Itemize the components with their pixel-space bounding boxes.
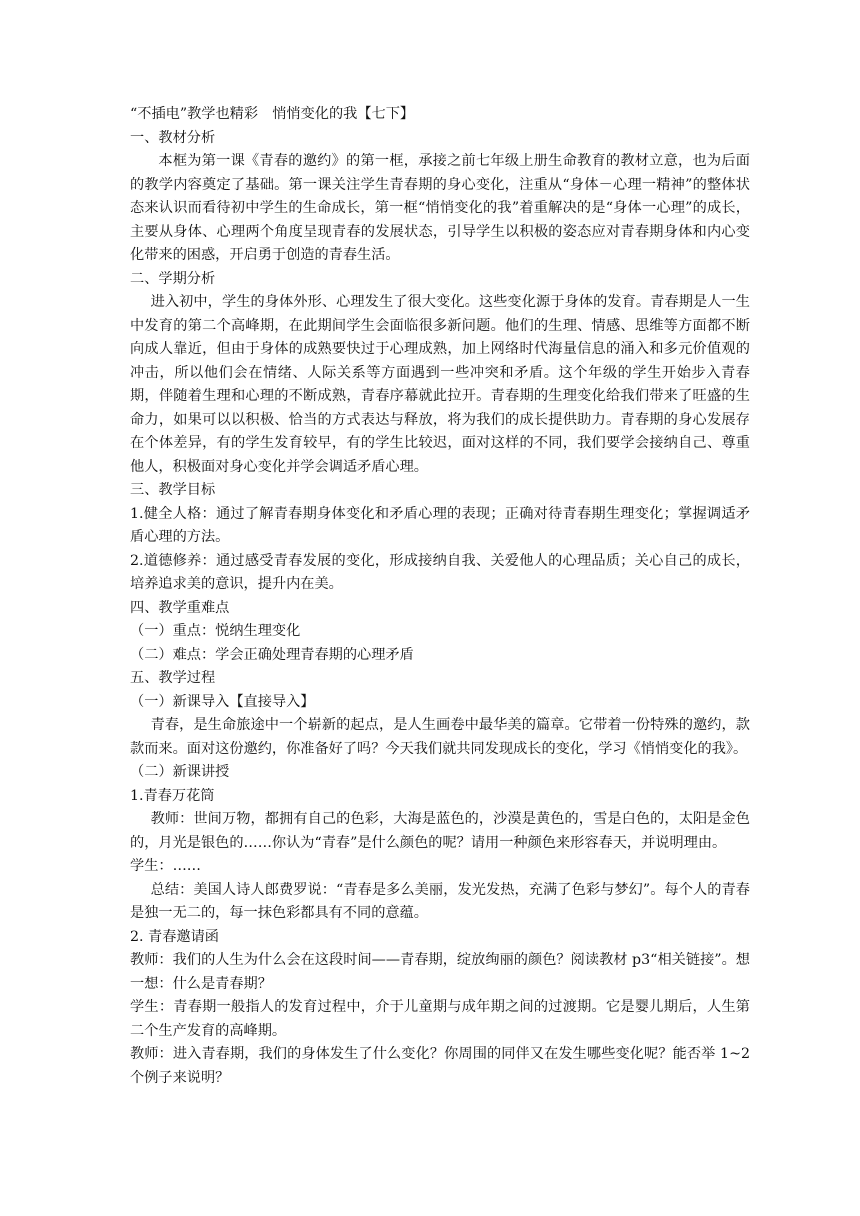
activity-1-student: 学生：……: [130, 858, 201, 874]
lesson-intro-paragraph: 青春，是生命旅途中一个崭新的起点，是人生画卷中最华美的篇章。它带着一份特殊的邀约，款款而来。面对这份邀约，你准备好了吗？今天我们就共同发现成长的变化，学习《悄悄变化的我》。: [130, 717, 750, 757]
student-analysis-paragraph: 进入初中，学生的身体外形、心理发生了很大变化。这些变化源于身体的发育。青春期是人一生中发育的第二个高峰期，在此期间学生会面临很多新问题。他们的生理、情感、思维等方面都不断向成人靠近，但由于身体的成熟要快过于心理成熟，加上网络时代海量信息的涌入和多元价值观的冲击，所以他们会在情绪、人际关系等方面遇到一些冲突和矛盾。这个年级的学生开始步入青春期，伴随着生理和心理的不断成熟，青春序幕就此拉开。青春期的生理变化给我们带来了旺盛的生命力，如果可以以积极、恰当的方式表达与释放，将为我们的成长提供助力。青春期的身心发展存在个体差异，有的学生发育较早，有的学生比较迟，面对这样的不同，我们要学会接纳自己、尊重他人，积极面对身心变化并学会调适矛盾心理。: [130, 294, 750, 475]
activity-2-teacher-question-1: 教师：我们的人生为什么会在这段时间——青春期，绽放绚丽的颜色？阅读教材 p3“相关链接”。想一想：什么是青春期？: [130, 952, 750, 992]
section-heading-key-points: 四、教学重难点: [130, 599, 230, 616]
activity-2-student-answer: 学生：青春期一般指人的发育过程中，介于儿童期与成年期之间的过渡期。它是婴儿期后，人生第二个生产发育的高峰期。: [130, 999, 750, 1039]
lesson-intro-heading: （一）新课导入【直接导入】: [130, 693, 315, 710]
section-heading-student-analysis: 二、学期分析: [130, 270, 216, 287]
new-lesson-heading: （二）新课讲授: [130, 764, 230, 780]
activity-2-title: 2. 青春邀请函: [130, 928, 219, 945]
textbook-analysis-paragraph: 本框为第一课《青春的邀约》的第一框，承接之前七年级上册生命教育的教材立意，也为后面的教学内容奠定了基础。第一课关注学生青春期的身心变化，注重从“身体－心理一精神”的整体状态来认识而看待初中学生的生命成长，第一框“悄悄变化的我”着重解决的是“身体一心理”的成长，主要从身体、心理两个角度呈现青春的发展状态，引导学生以积极的姿态应对青春期身体和内心变化带来的困惑，开启勇于创造的青春生活。: [130, 153, 750, 263]
key-point: （一）重点：悦纳生理变化: [130, 623, 301, 639]
activity-1-summary: 总结：美国人诗人郎费罗说：“青春是多么美丽，发光发热，充满了色彩与梦幻”。每个人的青春是独一无二的，每一抹色彩都具有不同的意蕴。: [130, 881, 750, 921]
teaching-goal-1: 1.健全人格：通过了解青春期身体变化和矛盾心理的表现；正确对待青春期生理变化；掌握调适矛盾心理的方法。: [130, 505, 750, 545]
activity-1-title: 1.青春万花筒: [130, 787, 215, 804]
section-heading-teaching-process: 五、教学过程: [130, 670, 216, 686]
document-title: “不插电”教学也精彩 悄悄变化的我【七下】: [130, 106, 415, 122]
difficult-point: （二）难点：学会正确处理青春期的心理矛盾: [130, 646, 414, 663]
section-heading-teaching-goals: 三、教学目标: [130, 482, 216, 498]
activity-2-teacher-question-2: 教师：进入青春期，我们的身体发生了什么变化？你周围的同伴又在发生哪些变化呢？能否举 1~2 个例子来说明？: [130, 1046, 750, 1086]
teaching-goal-2: 2.道德修养：通过感受青春发展的变化，形成接纳自我、关爱他人的心理品质；关心自己的成长，培养追求美的意识，提升内在美。: [130, 552, 750, 592]
activity-1-teacher: 教师：世间万物，都拥有自己的色彩，大海是蓝色的，沙漠是黄色的，雪是白色的，太阳是金色的，月光是银色的……你认为“青春”是什么颜色的呢？请用一种颜色来形容春天，并说明理由。: [130, 811, 750, 851]
section-heading-textbook-analysis: 一、教材分析: [130, 129, 216, 146]
